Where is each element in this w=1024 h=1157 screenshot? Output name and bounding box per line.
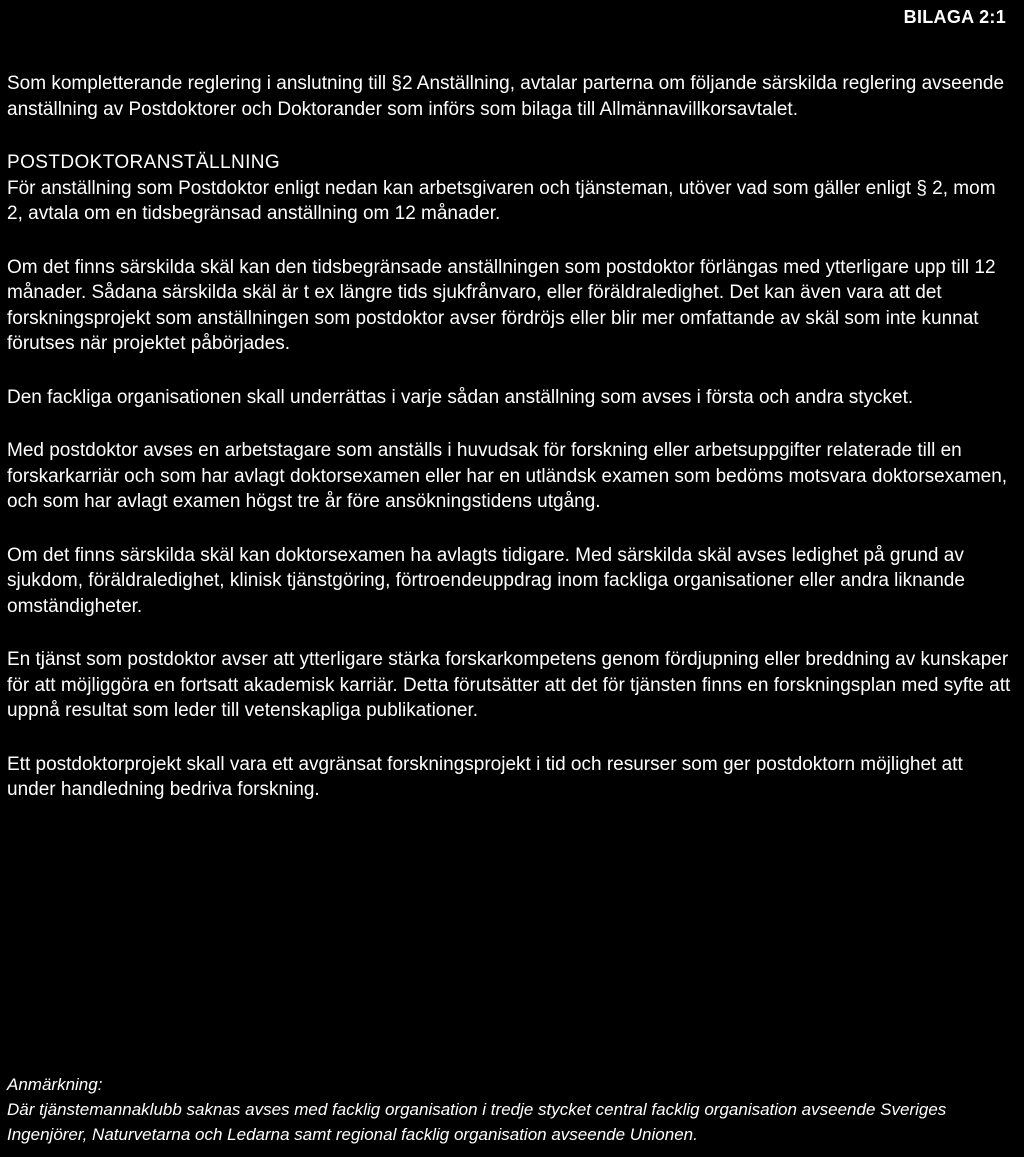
paragraph-project: Ett postdoktorprojekt skall vara ett avgränsat forskningsprojekt i tid och resurser som ger postdoktorn möjlighet att under handledning bedriva forskning.	[7, 753, 963, 800]
appendix-label: BILAGA 2:1	[903, 7, 1006, 27]
note-text: Där tjänstemannaklubb saknas avses med facklig organisation i tredje stycket central facklig organisation avseende Sveriges Ingenjörer, Naturvetarna och Ledarna samt regional facklig organisation avseende Unionen.	[7, 1100, 947, 1144]
section-heading: POSTDOKTORANSTÄLLNING	[7, 152, 281, 173]
note-label: Anmärkning:	[7, 1075, 103, 1094]
document-body	[7, 71, 1012, 831]
note-block	[7, 1072, 1017, 1147]
paragraph-extension: Om det finns särskilda skäl kan den tidsbegränsade anställningen som postdoktor förlängas med ytterligare upp till 12 månader. Sådana särskilda skäl är t ex längre tids sjukfrånvaro, eller föräldraledighet. Det kan även vara att det forskningsprojekt som anställningen som postdoktor avser fördröjs eller blir mer omfattande av skäl som inte kunnat förutses när projektet påbörjades.	[7, 256, 996, 354]
paragraph-definition: Med postdoktor avses en arbetstagare som anställs i huvudsak för forskning eller arbetsuppgifter relaterade till en forskarkarriär och som har avlagt doktorsexamen eller har en utländsk examen som bedöms motsvara doktorsexamen, och som har avlagt examen högst tre år före ansökningstidens utgång.	[7, 440, 1008, 512]
paragraph-employment-term: För anställning som Postdoktor enligt nedan kan arbetsgivaren och tjänsteman, utöver vad som gäller enligt § 2, mom 2, avtala om en tidsbegränsad anställning om 12 månader.	[7, 177, 996, 224]
paragraph-special-reasons: Om det finns särskilda skäl kan doktorsexamen ha avlagts tidigare. Med särskilda skäl avses ledighet på grund av sjukdom, föräldraledighet, klinisk tjänstgöring, förtroendeuppdrag inom fackliga organisationer eller andra liknande omständigheter.	[7, 544, 965, 617]
paragraph-purpose: En tjänst som postdoktor avser att ytterligare stärka forskarkompetens genom fördjupning eller breddning av kunskaper för att möjliggöra en fortsatt akademisk karriär. Detta förutsätter att det för tjänsten finns en forskningsplan med syfte att uppnå resultat som leder till vetenskapliga publikationer.	[7, 649, 1011, 721]
intro-paragraph: Som kompletterande reglering i anslutning till §2 Anställning, avtalar parterna om följande särskilda reglering avseende anställning av Postdoktorer och Doktorander som införs som bilaga till Allmännavillkorsavtalet.	[7, 73, 1005, 120]
paragraph-union-notice: Den fackliga organisationen skall underrättas i varje sådan anställning som avses i första och andra stycket.	[7, 386, 914, 408]
